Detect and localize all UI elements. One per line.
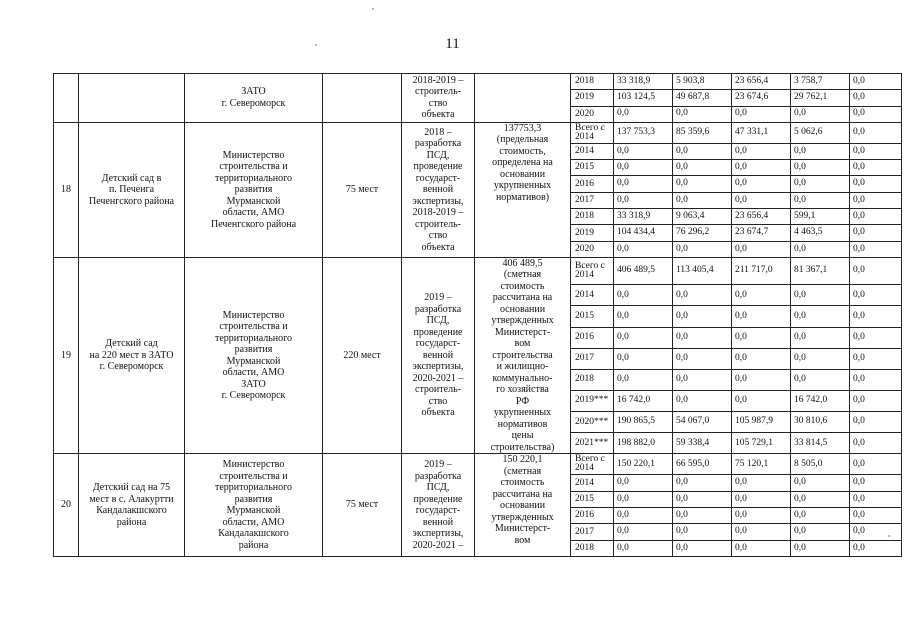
federal-cell: 49 687,8 [673,90,732,106]
implementation-period: 2019 – разработка ПСД, проведение государст- венной экспертизы, 2020-2021 – строитель- ство объекта [402,257,475,454]
municipal-cell: 0,0 [791,285,850,306]
regional-cell: 0,0 [732,508,791,524]
federal-cell: 54 067,0 [673,412,732,433]
regional-cell: 47 331,1 [732,122,791,143]
regional-cell: 211 717,0 [732,257,791,284]
row-number [54,74,79,123]
regional-cell: 0,0 [732,241,791,257]
scan-speck [372,8,374,10]
table-row [54,122,902,143]
year-cell: 2018 [571,74,614,90]
federal-cell: 0,0 [673,348,732,369]
responsible-org: Министерство строительства и территориального развития Мурманской области, АМО Кандалакшского района [185,454,323,556]
regional-cell: 0,0 [732,348,791,369]
regional-cell: 0,0 [732,192,791,208]
other-cell: 0,0 [850,122,902,143]
municipal-cell: 0,0 [791,241,850,257]
year-cell: 2015 [571,491,614,507]
regional-cell: 75 120,1 [732,454,791,475]
municipal-cell: 0,0 [791,143,850,159]
municipal-cell: 0,0 [791,524,850,540]
total-cell: 103 124,5 [614,90,673,106]
municipal-cell: 81 367,1 [791,257,850,284]
scan-speck [888,535,890,537]
federal-cell: 0,0 [673,540,732,556]
municipal-cell: 4 463,5 [791,225,850,241]
federal-cell: 0,0 [673,306,732,327]
municipal-cell: 0,0 [791,369,850,390]
total-cell: 406 489,5 [614,257,673,284]
regional-cell: 23 674,7 [732,225,791,241]
year-cell: 2015 [571,306,614,327]
regional-cell: 0,0 [732,143,791,159]
total-cell: 198 882,0 [614,433,673,454]
municipal-cell: 0,0 [791,491,850,507]
object-name: Детский сад на 220 мест в ЗАТО г. Североморск [79,257,185,454]
implementation-period: 2019 – разработка ПСД, проведение государст- венной экспертизы, 2020-2021 – [402,454,475,556]
regional-cell: 0,0 [732,491,791,507]
regional-cell: 0,0 [732,390,791,411]
regional-cell: 0,0 [732,176,791,192]
year-cell: 2018 [571,209,614,225]
federal-cell: 0,0 [673,327,732,348]
municipal-cell: 0,0 [791,176,850,192]
federal-cell: 9 063,4 [673,209,732,225]
regional-cell: 105 729,1 [732,433,791,454]
other-cell: 0,0 [850,192,902,208]
municipal-cell: 3 758,7 [791,74,850,90]
other-cell: 0,0 [850,225,902,241]
responsible-org: ЗАТО г. Североморск [185,74,323,123]
estimated-cost: 406 489,5 (сметная стоимость рассчитана на основании утвержденных Министерст- вом строительства и жилищно- коммунально- го хозяйства РФ укрупненных нормативов цены строительства) [475,257,571,454]
regional-cell: 0,0 [732,160,791,176]
program-objects-table [53,73,902,557]
other-cell: 0,0 [850,306,902,327]
federal-cell: 0,0 [673,390,732,411]
regional-cell: 0,0 [732,285,791,306]
row-number: 18 [54,122,79,257]
federal-cell: 0,0 [673,192,732,208]
federal-cell: 0,0 [673,491,732,507]
federal-cell: 85 359,6 [673,122,732,143]
table-row [54,74,902,90]
total-cell: 0,0 [614,192,673,208]
municipal-cell: 0,0 [791,160,850,176]
total-cell: 33 318,9 [614,74,673,90]
regional-cell: 23 656,4 [732,74,791,90]
other-cell: 0,0 [850,74,902,90]
estimated-cost: 150 220,1 (сметная стоимость рассчитана на основании утвержденных Министерст- вом [475,454,571,556]
table-row [54,257,902,284]
object-name [79,74,185,123]
year-cell: Всего с 2014 [571,257,614,284]
federal-cell: 5 903,8 [673,74,732,90]
other-cell: 0,0 [850,285,902,306]
year-cell: 2019 [571,90,614,106]
year-cell: 2016 [571,508,614,524]
municipal-cell: 0,0 [791,192,850,208]
municipal-cell: 30 810,6 [791,412,850,433]
estimated-cost: 137753,3 (предельная стоимость, определена на основании укрупненных нормативов) [475,122,571,257]
total-cell: 137 753,3 [614,122,673,143]
year-cell: Всего с 2014 [571,122,614,143]
federal-cell: 0,0 [673,241,732,257]
total-cell: 0,0 [614,540,673,556]
year-cell: 2019 [571,225,614,241]
regional-cell: 0,0 [732,106,791,122]
other-cell: 0,0 [850,160,902,176]
responsible-org: Министерство строительства и территориального развития Мурманской области, АМО ЗАТО г. Североморск [185,257,323,454]
municipal-cell: 0,0 [791,106,850,122]
year-cell: 2020 [571,106,614,122]
municipal-cell: 0,0 [791,327,850,348]
other-cell: 0,0 [850,257,902,284]
federal-cell: 0,0 [673,106,732,122]
total-cell: 16 742,0 [614,390,673,411]
federal-cell: 0,0 [673,143,732,159]
total-cell: 0,0 [614,241,673,257]
year-cell: 2021*** [571,433,614,454]
municipal-cell: 33 814,5 [791,433,850,454]
year-cell: 2020*** [571,412,614,433]
regional-cell: 0,0 [732,369,791,390]
other-cell: 0,0 [850,540,902,556]
capacity [323,74,402,123]
row-number: 19 [54,257,79,454]
total-cell: 0,0 [614,176,673,192]
total-cell: 0,0 [614,491,673,507]
total-cell: 33 318,9 [614,209,673,225]
year-cell: 2014 [571,475,614,491]
total-cell: 0,0 [614,306,673,327]
implementation-period: 2018 – разработка ПСД, проведение государст- венной экспертизы, 2018-2019 – строитель- ство объекта [402,122,475,257]
municipal-cell: 8 505,0 [791,454,850,475]
estimated-cost [475,74,571,123]
regional-cell: 0,0 [732,475,791,491]
total-cell: 150 220,1 [614,454,673,475]
other-cell: 0,0 [850,491,902,507]
year-cell: 2017 [571,524,614,540]
total-cell: 0,0 [614,524,673,540]
federal-cell: 0,0 [673,160,732,176]
scan-speck [315,44,317,46]
municipal-cell: 0,0 [791,540,850,556]
regional-cell: 23 674,6 [732,90,791,106]
total-cell: 0,0 [614,160,673,176]
object-name: Детский сад в п. Печенга Печенгского района [79,122,185,257]
year-cell: 2018 [571,369,614,390]
regional-cell: 105 987,9 [732,412,791,433]
federal-cell: 66 595,0 [673,454,732,475]
table-row [54,454,902,475]
municipal-cell: 0,0 [791,306,850,327]
other-cell: 0,0 [850,209,902,225]
capacity: 220 мест [323,257,402,454]
federal-cell: 0,0 [673,285,732,306]
federal-cell: 113 405,4 [673,257,732,284]
other-cell: 0,0 [850,508,902,524]
capacity: 75 мест [323,454,402,556]
year-cell: 2015 [571,160,614,176]
municipal-cell: 5 062,6 [791,122,850,143]
federal-cell: 0,0 [673,508,732,524]
total-cell: 0,0 [614,327,673,348]
row-number: 20 [54,454,79,556]
year-cell: Всего с 2014 [571,454,614,475]
total-cell: 190 865,5 [614,412,673,433]
other-cell: 0,0 [850,327,902,348]
year-cell: 2014 [571,285,614,306]
federal-cell: 59 338,4 [673,433,732,454]
other-cell: 0,0 [850,241,902,257]
regional-cell: 0,0 [732,327,791,348]
total-cell: 0,0 [614,106,673,122]
year-cell: 2017 [571,192,614,208]
year-cell: 2014 [571,143,614,159]
municipal-cell: 29 762,1 [791,90,850,106]
municipal-cell: 599,1 [791,209,850,225]
municipal-cell: 0,0 [791,348,850,369]
other-cell: 0,0 [850,143,902,159]
year-cell: 2017 [571,348,614,369]
year-cell: 2016 [571,327,614,348]
other-cell: 0,0 [850,348,902,369]
municipal-cell: 16 742,0 [791,390,850,411]
federal-cell: 0,0 [673,369,732,390]
other-cell: 0,0 [850,454,902,475]
other-cell: 0,0 [850,176,902,192]
object-name: Детский сад на 75 мест в с. Алакуртти Кандалакшского района [79,454,185,556]
other-cell: 0,0 [850,475,902,491]
municipal-cell: 0,0 [791,508,850,524]
total-cell: 0,0 [614,475,673,491]
other-cell: 0,0 [850,524,902,540]
federal-cell: 0,0 [673,524,732,540]
other-cell: 0,0 [850,106,902,122]
total-cell: 0,0 [614,285,673,306]
total-cell: 0,0 [614,348,673,369]
capacity: 75 мест [323,122,402,257]
federal-cell: 76 296,2 [673,225,732,241]
regional-cell: 0,0 [732,540,791,556]
other-cell: 0,0 [850,433,902,454]
total-cell: 0,0 [614,143,673,159]
responsible-org: Министерство строительства и территориального развития Мурманской области, АМО Печенгского района [185,122,323,257]
total-cell: 0,0 [614,369,673,390]
year-cell: 2018 [571,540,614,556]
other-cell: 0,0 [850,412,902,433]
total-cell: 0,0 [614,508,673,524]
federal-cell: 0,0 [673,475,732,491]
other-cell: 0,0 [850,390,902,411]
municipal-cell: 0,0 [791,475,850,491]
other-cell: 0,0 [850,369,902,390]
regional-cell: 0,0 [732,524,791,540]
page-number: 11 [445,36,460,52]
implementation-period: 2018-2019 – строитель- ство объекта [402,74,475,123]
year-cell: 2020 [571,241,614,257]
regional-cell: 23 656,4 [732,209,791,225]
federal-cell: 0,0 [673,176,732,192]
regional-cell: 0,0 [732,306,791,327]
year-cell: 2019*** [571,390,614,411]
year-cell: 2016 [571,176,614,192]
other-cell: 0,0 [850,90,902,106]
total-cell: 104 434,4 [614,225,673,241]
